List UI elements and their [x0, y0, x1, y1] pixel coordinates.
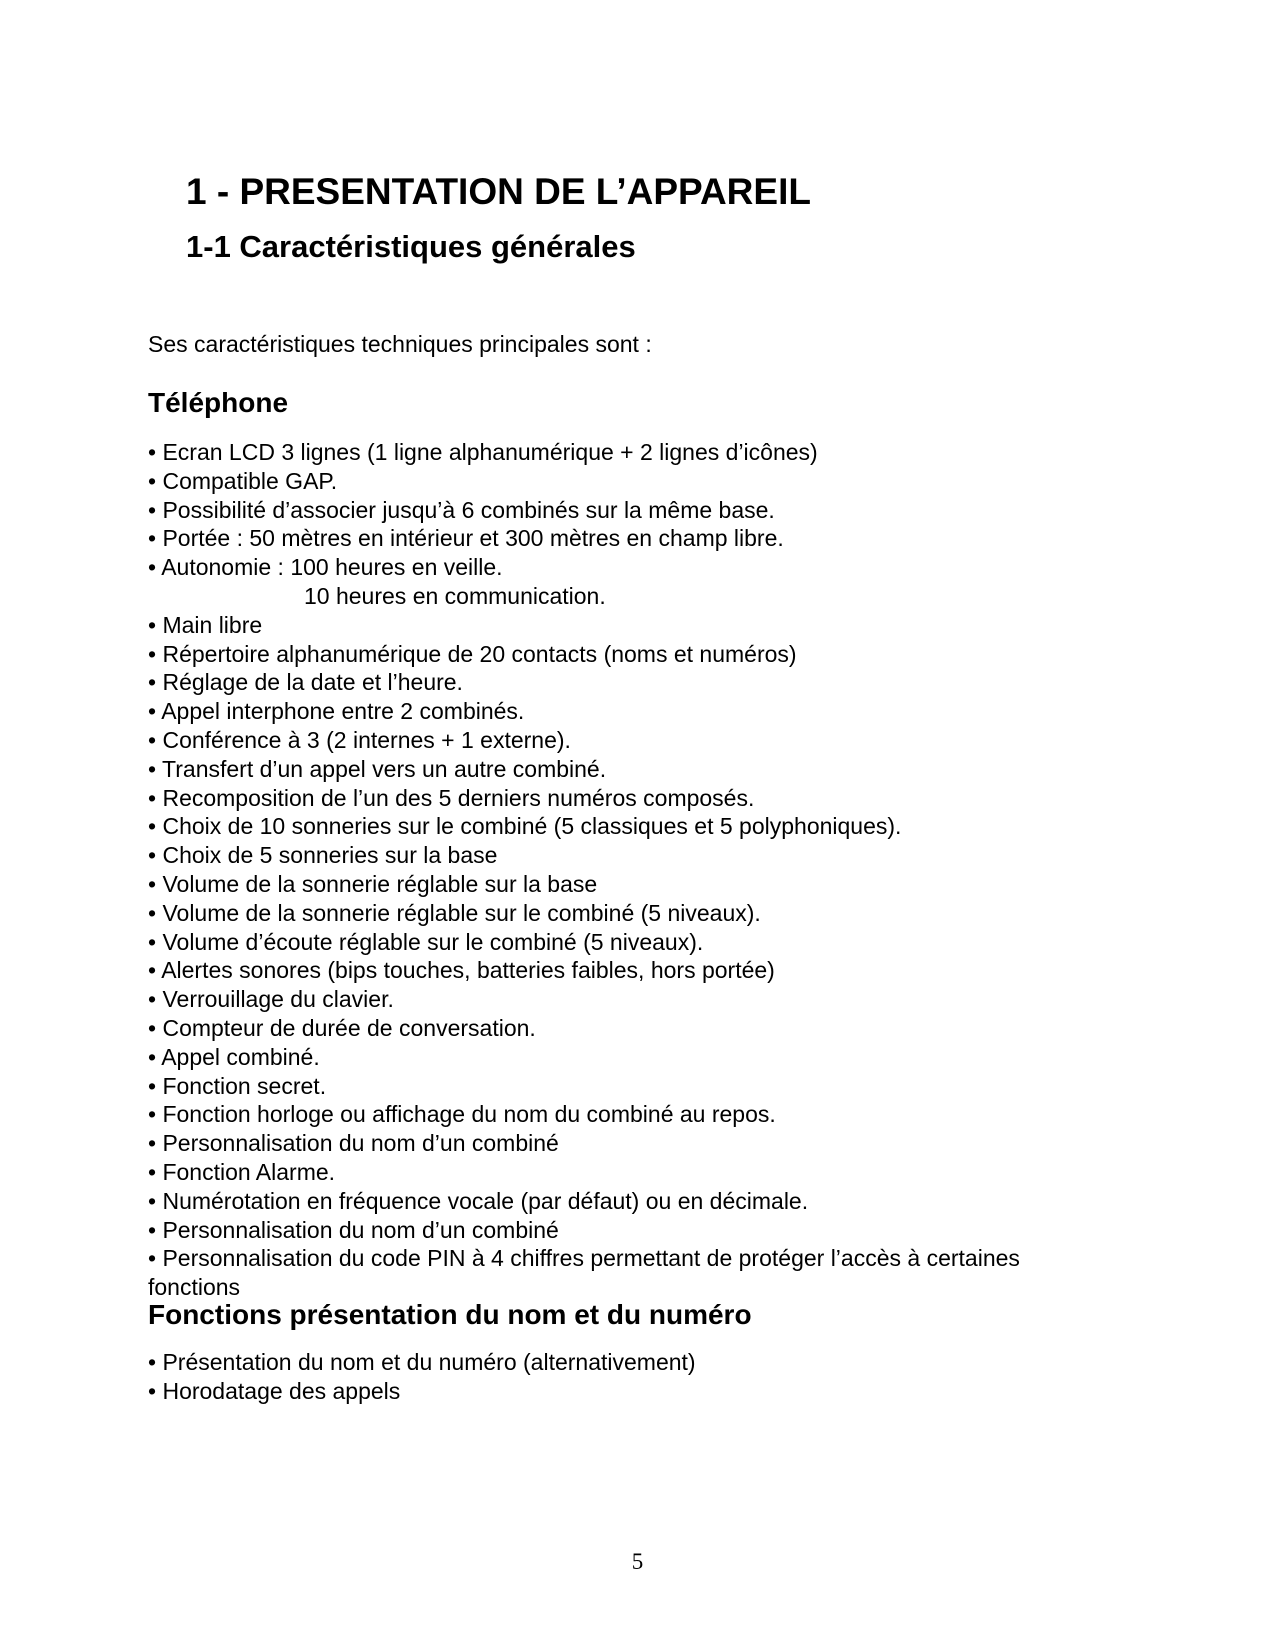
list-item-text: Réglage de la date et l’heure.: [162, 669, 463, 696]
list-item-text: Volume de la sonnerie réglable sur le combiné (5 niveaux).: [162, 899, 761, 926]
list-item-text: Volume d’écoute réglable sur le combiné (5 niveaux).: [162, 928, 704, 955]
list-item-text: Ecran LCD 3 lignes (1 ligne alphanumérique + 2 lignes d’icônes): [162, 439, 818, 465]
list-item-text: Fonction horloge ou affichage du nom du combiné au repos.: [162, 1101, 776, 1128]
list-item-text: Possibilité d’associer jusqu’à 6 combinés sur la même base.: [162, 496, 775, 523]
list-item: [148, 697, 1108, 726]
list-item-text: Autonomie : 100 heures en veille.: [161, 554, 503, 581]
bullet: •: [148, 1158, 157, 1185]
list-item: [148, 611, 1108, 640]
bullet: •: [148, 957, 157, 984]
list-item-text: Compteur de durée de conversation.: [162, 1014, 536, 1041]
list-item: [148, 956, 1108, 985]
bullet: •: [148, 496, 157, 523]
bullet: •: [148, 611, 157, 638]
bullet: •: [148, 755, 157, 782]
bullet: •: [148, 669, 157, 696]
list-item-text: Conférence à 3 (2 internes + 1 externe).: [162, 726, 571, 753]
list-item: [148, 755, 1108, 784]
list-item-text: Compatible GAP.: [162, 467, 338, 494]
list-item-text: Personnalisation du code PIN à 4 chiffres permettant de protéger l’accès à certaines fonctions: [148, 1245, 1020, 1301]
list-item: [148, 726, 1108, 755]
chapter-heading: 1 - PRESENTATION DE L’APPAREIL: [186, 171, 811, 212]
list-item: [148, 899, 1108, 928]
list-item: [148, 1377, 696, 1406]
bullet: •: [148, 1377, 157, 1404]
section-heading: 1-1 Caractéristiques générales: [186, 229, 636, 264]
list-item: [148, 928, 1108, 957]
bullet: •: [148, 1349, 157, 1375]
bullet: •: [148, 1216, 157, 1243]
list-item-text: Numérotation en fréquence vocale (par défaut) ou en décimale.: [162, 1187, 809, 1214]
bullet: •: [148, 467, 157, 494]
telephone-section-title: Téléphone: [148, 387, 289, 418]
bullet: •: [148, 986, 157, 1013]
bullet: •: [148, 726, 157, 753]
list-item-text: Appel combiné.: [161, 1043, 320, 1070]
list-item: [148, 1216, 1108, 1245]
bullet: •: [148, 1043, 157, 1070]
list-item: [148, 812, 1108, 841]
bullet: •: [148, 640, 157, 667]
list-item-text: Répertoire alphanumérique de 20 contacts (noms et numéros): [162, 640, 797, 667]
list-item: [148, 1244, 1108, 1302]
list-item: [148, 985, 1108, 1014]
list-item-text: Fonction secret.: [162, 1072, 327, 1099]
list-item: [148, 668, 1108, 697]
bullet: •: [148, 870, 157, 897]
list-item-text: Présentation du nom et du numéro (alternativement): [162, 1349, 696, 1375]
bullet: •: [148, 842, 157, 869]
list-item: [148, 524, 1108, 553]
bullet: •: [148, 1187, 157, 1214]
list-item: [148, 841, 1108, 870]
list-item: [148, 1158, 1108, 1187]
bullet: •: [148, 1245, 157, 1272]
list-item-text: Alertes sonores (bips touches, batteries faibles, hors portée): [161, 957, 775, 984]
list-item-text: Portée : 50 mètres en intérieur et 300 mètres en champ libre.: [162, 525, 784, 552]
list-item-text: 10 heures en communication.: [304, 582, 606, 609]
list-item: [148, 784, 1108, 813]
list-item: [148, 1348, 696, 1377]
bullet: •: [148, 1101, 157, 1128]
list-item: [148, 438, 1108, 467]
list-item: [148, 467, 1108, 496]
list-item: [148, 553, 1108, 582]
caller-id-section-title: Fonctions présentation du nom et du numéro: [148, 1299, 752, 1330]
bullet: •: [148, 1072, 157, 1099]
list-item-text: Fonction Alarme.: [162, 1158, 336, 1185]
list-item: [148, 1187, 1108, 1216]
list-item-text: Volume de la sonnerie réglable sur la base: [162, 870, 598, 897]
list-item: [148, 1043, 1108, 1072]
list-item-text: Horodatage des appels: [162, 1377, 401, 1404]
list-item-text: Recomposition de l’un des 5 derniers numéros composés.: [162, 784, 755, 811]
list-item-text: Verrouillage du clavier.: [162, 986, 394, 1013]
list-item: [148, 1014, 1108, 1043]
bullet: •: [148, 439, 157, 465]
list-item: [148, 1100, 1108, 1129]
bullet: •: [148, 899, 157, 926]
list-item-continuation: [148, 582, 1108, 611]
bullet: •: [148, 928, 157, 955]
list-item: [148, 1129, 1108, 1158]
bullet: •: [148, 1130, 157, 1157]
telephone-feature-list: [148, 438, 1108, 1302]
bullet: •: [148, 1014, 157, 1041]
bullet: •: [148, 554, 157, 581]
list-item-text: Transfert d’un appel vers un autre combiné.: [162, 755, 607, 782]
list-item: [148, 496, 1108, 525]
bullet: •: [148, 813, 157, 840]
page-number: 5: [631, 1549, 644, 1574]
caller-id-feature-list: [148, 1348, 696, 1406]
bullet: •: [148, 525, 157, 552]
intro-paragraph: Ses caractéristiques techniques principales sont :: [148, 331, 652, 357]
list-item: [148, 870, 1108, 899]
list-item-text: Main libre: [162, 611, 263, 638]
bullet: •: [148, 698, 157, 725]
list-item-text: Personnalisation du nom d’un combiné: [162, 1130, 559, 1157]
list-item-text: Appel interphone entre 2 combinés.: [161, 698, 525, 725]
list-item: [148, 640, 1108, 669]
list-item-text: Choix de 10 sonneries sur le combiné (5 classiques et 5 polyphoniques).: [162, 813, 902, 840]
list-item-text: Choix de 5 sonneries sur la base: [162, 842, 498, 869]
bullet: •: [148, 784, 157, 811]
list-item: [148, 1072, 1108, 1101]
list-item-text: Personnalisation du nom d’un combiné: [162, 1216, 559, 1243]
